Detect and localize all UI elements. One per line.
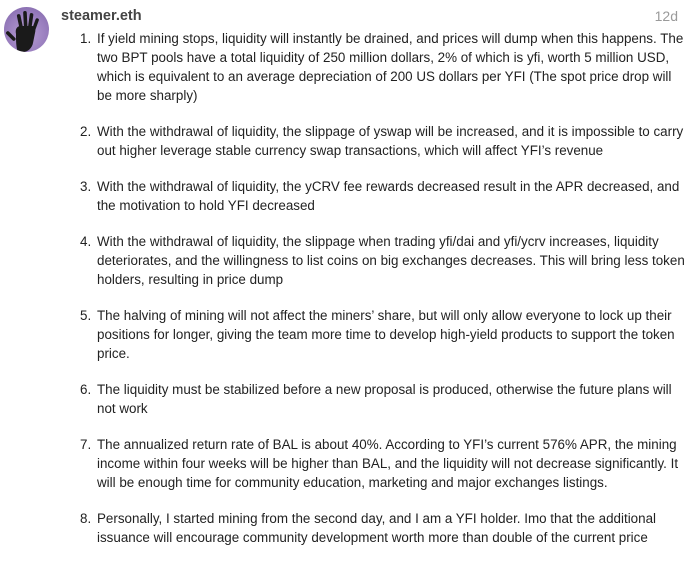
list-item-text: Personally, I started mining from the second day, and I am a YFI holder. Imo that the additional issuance will encourage community development worth more than double of the current price xyxy=(97,511,656,545)
list-item xyxy=(80,232,685,289)
post-body-list xyxy=(80,29,685,564)
list-item-number: 5. xyxy=(80,308,92,323)
username[interactable]: steamer.eth xyxy=(61,8,142,24)
list-item-text: If yield mining stops, liquidity will instantly be drained, and prices will dump when this happens. The two BPT pools have a total liquidity of 250 million dollars, 2% of which is yfi, worth 5 million USD, which is equivalent to an average depreciation of 200 US dollars per YFI (The spot price drop will be more sharply) xyxy=(97,31,684,103)
list-item xyxy=(80,435,685,492)
post-date[interactable]: 12d xyxy=(654,8,678,24)
list-item-text: The halving of mining will not affect the miners’ share, but will only allow everyone to lock up their positions for longer, giving the team more time to develop high-yield products to support the token price. xyxy=(97,308,675,361)
raised-hand-avatar-icon xyxy=(4,7,49,52)
list-item-text: The liquidity must be stabilized before a new proposal is produced, otherwise the future plans will not work xyxy=(97,382,672,416)
list-item-number: 8. xyxy=(80,511,92,526)
list-item-number: 4. xyxy=(80,234,92,249)
list-item xyxy=(80,306,685,363)
list-item-text: The annualized return rate of BAL is about 40%. According to YFI’s current 576% APR, the mining income within four weeks will be higher than BAL, and the liquidity will not decrease significantly. It will be enough time for community education, marketing and major exchanges listings. xyxy=(97,437,679,490)
list-item-text: With the withdrawal of liquidity, the slippage of yswap will be increased, and it is impossible to carry out higher leverage stable currency swap transactions, which will affect YFI’s revenue xyxy=(97,124,684,158)
list-item xyxy=(80,380,685,418)
list-item-number: 7. xyxy=(80,437,92,452)
list-item xyxy=(80,509,685,547)
list-item-number: 1. xyxy=(80,31,92,46)
avatar[interactable] xyxy=(4,7,49,52)
list-item-number: 6. xyxy=(80,382,92,397)
list-item-text: With the withdrawal of liquidity, the slippage when trading yfi/dai and yfi/ycrv increases, liquidity deteriorates, and the willingness to list coins on big exchanges decreases. This will bring less token holders, resulting in price dump xyxy=(97,234,685,287)
list-item-number: 2. xyxy=(80,124,92,139)
list-item xyxy=(80,122,685,160)
list-item xyxy=(80,177,685,215)
list-item-number: 3. xyxy=(80,179,92,194)
list-item-text: With the withdrawal of liquidity, the yCRV fee rewards decreased result in the APR decreased, and the motivation to hold YFI decreased xyxy=(97,179,680,213)
list-item xyxy=(80,29,685,105)
